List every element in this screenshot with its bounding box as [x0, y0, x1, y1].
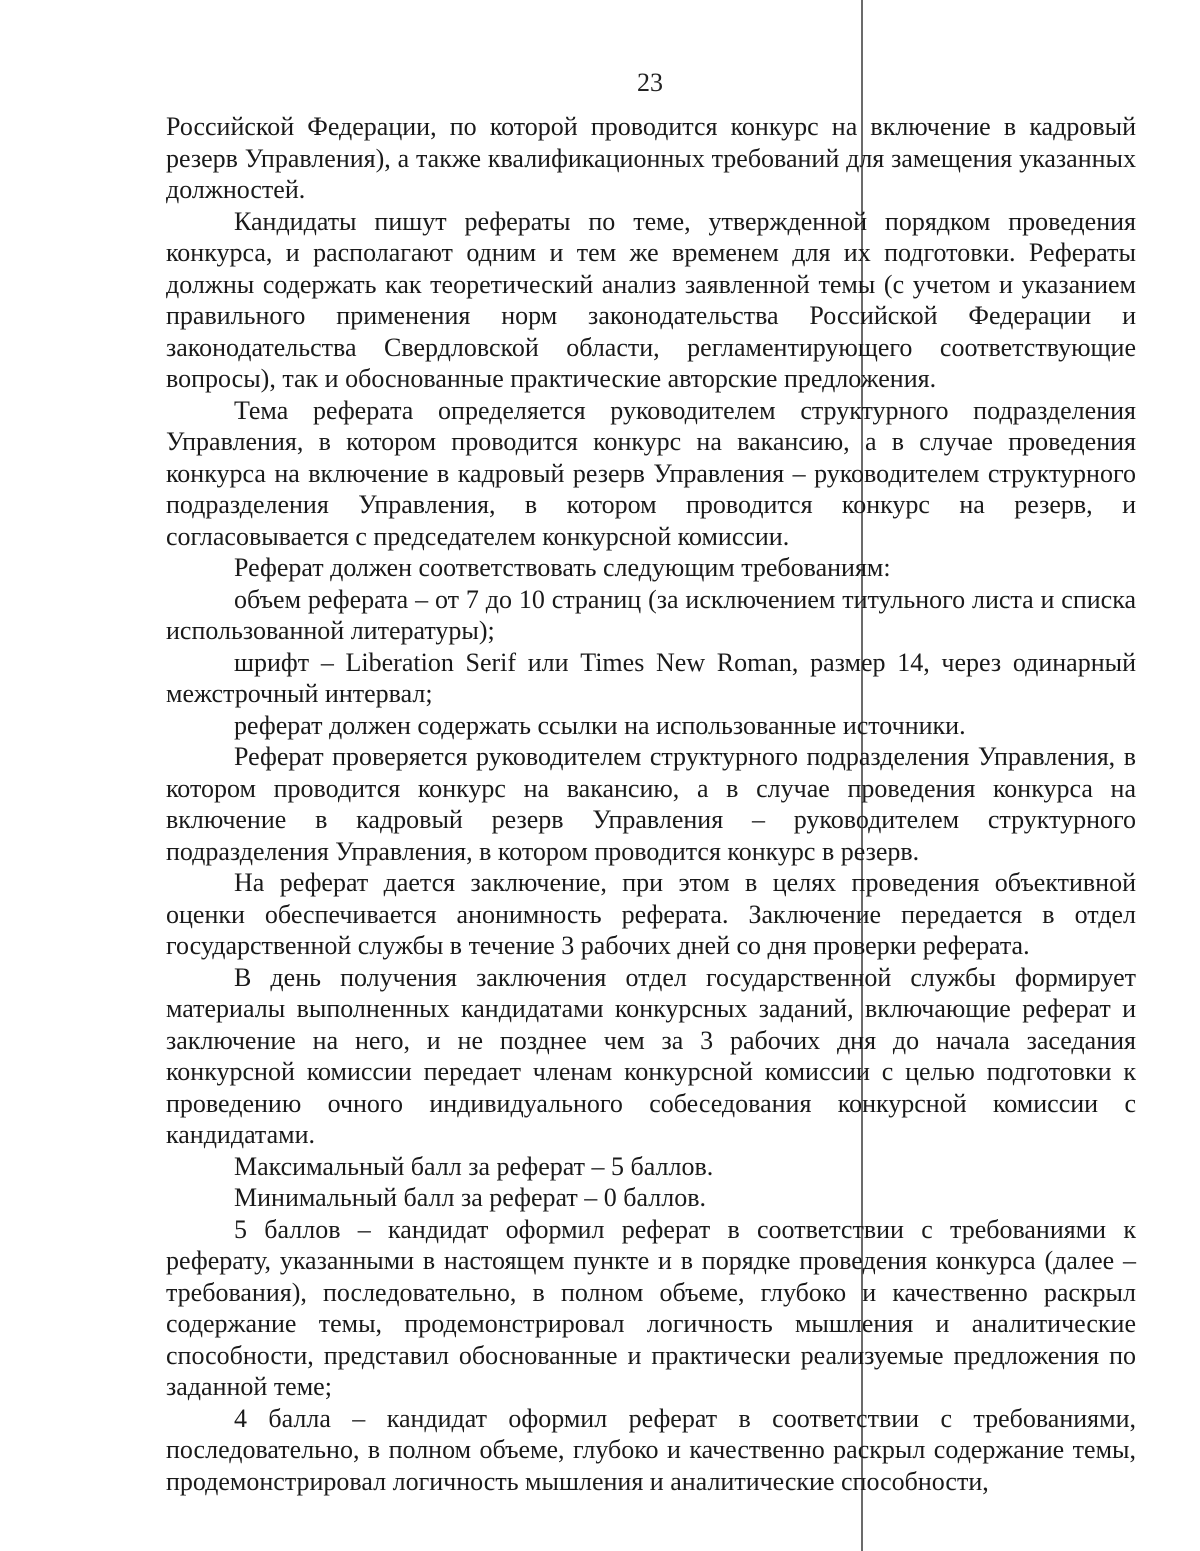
- paragraph-continuation: Российской Федерации, по которой проводится конкурс на включение в кадровый резерв Управления), а также квалификационных требований для замещения указанных должностей.: [166, 112, 1136, 204]
- paragraph: 4 балла – кандидат оформил реферат в соответствии с требованиями, последовательно, в полном объеме, глубоко и качественно раскрыл содержание темы, продемонстрировал логичность мышления и аналитические способности,: [166, 1403, 1136, 1496]
- page-number: 23: [637, 68, 663, 97]
- paragraph: На реферат дается заключение, при этом в целях проведения объективной оценки обеспечивается анонимность реферата. Заключение передается в отдел государственной службы в течение 3 рабочих дней со дня проверки реферата.: [166, 868, 1136, 960]
- paragraph: 5 баллов – кандидат оформил реферат в соответствии с требованиями к реферату, указанными в настоящем пункте и в порядке проведения конкурса (далее – требования), последовательно, в полном объеме, глубоко и качественно раскрыл содержание темы, продемонстрировал логичность мышления и аналитические способности, представил обоснованные и практически реализуемые предложения по заданной теме;: [166, 1214, 1136, 1401]
- paragraph: реферат должен содержать ссылки на использованные источники.: [234, 710, 966, 740]
- paragraph: шрифт – Liberation Serif или Times New Roman, размер 14, через одинарный межстрочный интервал;: [166, 647, 1136, 708]
- paragraph: Реферат проверяется руководителем структурного подразделения Управления, в котором проводится конкурс на вакансию, а в случае проведения конкурса на включение в кадровый резерв Управления – руководителем структурного подразделения Управления, в котором проводится конкурс в резерв.: [166, 742, 1136, 866]
- paragraph: Минимальный балл за реферат – 0 баллов.: [234, 1183, 706, 1212]
- paragraph: В день получения заключения отдел государственной службы формирует материалы выполненных кандидатами конкурсных заданий, включающие реферат и заключение на него, и не позднее чем за 3 рабочих дня до начала заседания конкурсной комиссии передает членам конкурсной комиссии с целью подготовки к проведению очного индивидуального собеседования конкурсной комиссии с кандидатами.: [166, 962, 1136, 1149]
- paragraph: объем реферата – от 7 до 10 страниц (за исключением титульного листа и списка использованной литературы);: [166, 584, 1136, 645]
- paragraph: Максимальный балл за реферат – 5 баллов.: [234, 1151, 714, 1181]
- paragraph: Реферат должен соответствовать следующим требованиям:: [234, 553, 891, 582]
- document-body: [166, 111, 1136, 1497]
- paragraph: Тема реферата определяется руководителем структурного подразделения Управления, в котором проводится конкурс на вакансию, а в случае проведения конкурса на включение в кадровый резерв Управления – руководителем структурного подразделения Управления, в котором проводится конкурс на резерв, и согласовывается с председателем конкурсной комиссии.: [166, 395, 1136, 551]
- paragraph: Кандидаты пишут рефераты по теме, утвержденной порядком проведения конкурса, и располагают одним и тем же временем для их подготовки. Рефераты должны содержать как теоретический анализ заявленной темы (с учетом и указанием правильного применения норм законодательства Российской Федерации и законодательства Свердловской области, регламентирующего соответствующие вопросы), так и обоснованные практические авторские предложения.: [166, 206, 1136, 393]
